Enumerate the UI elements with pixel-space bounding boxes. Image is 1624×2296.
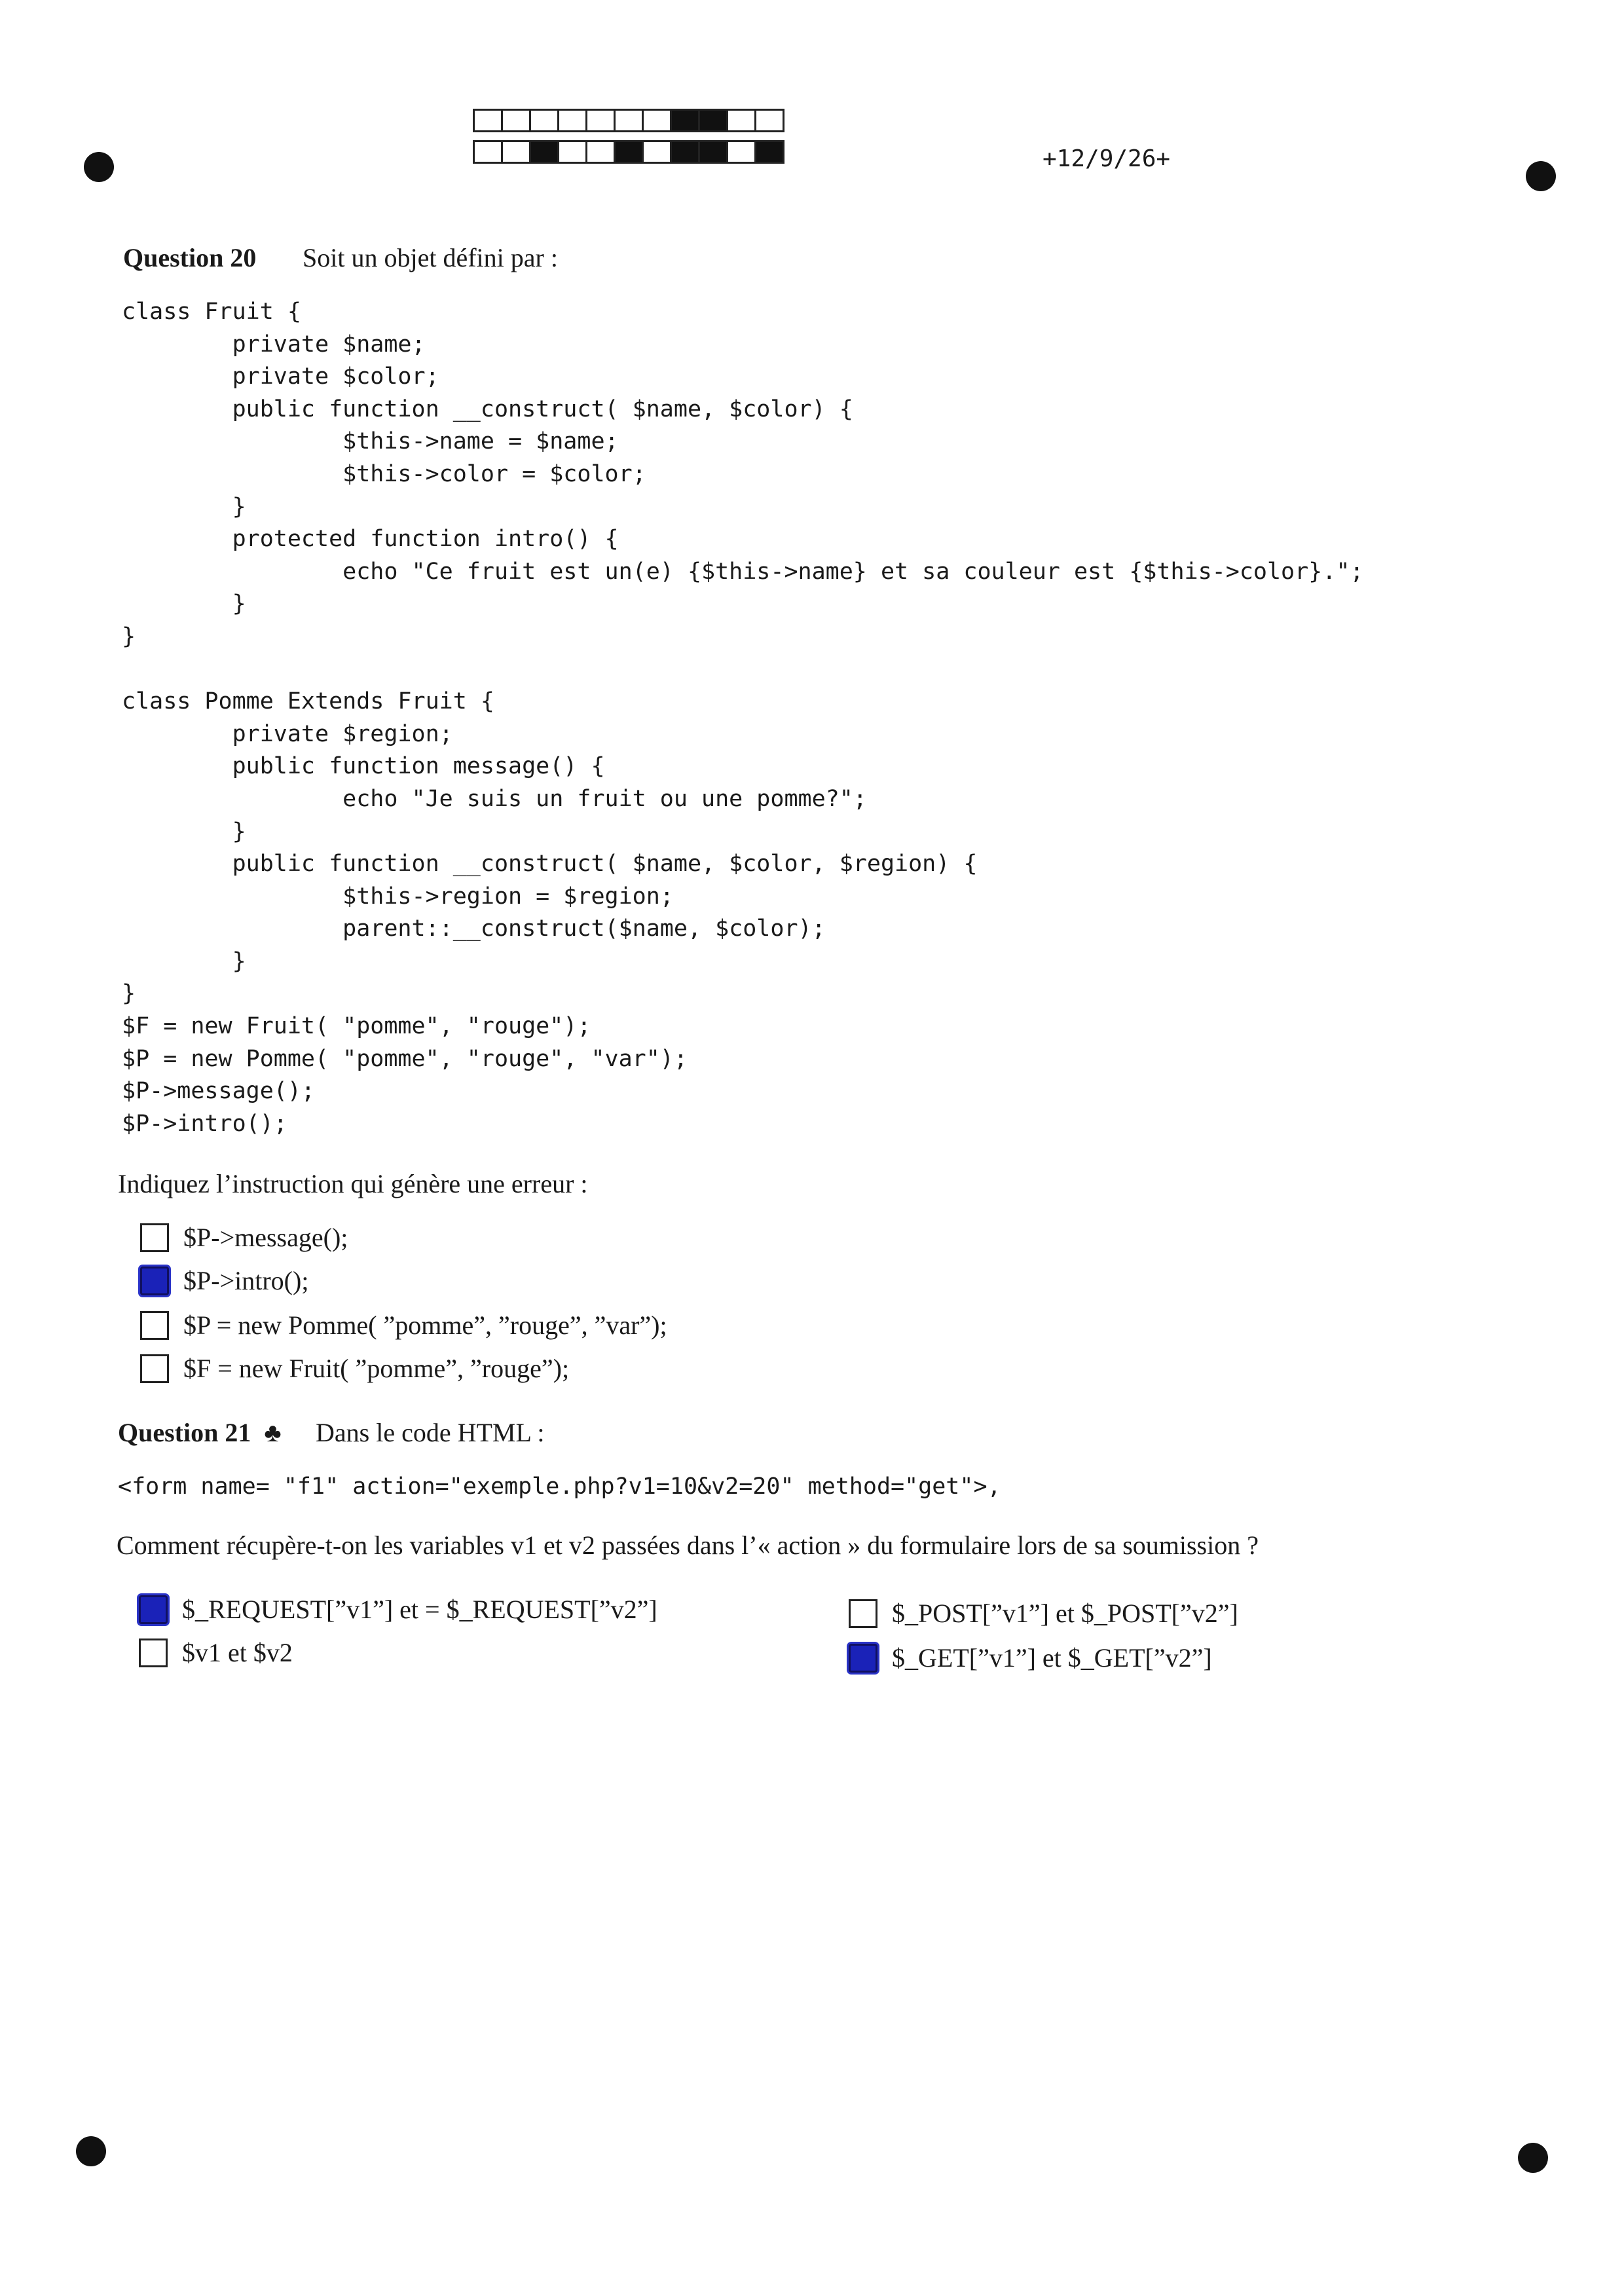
barcode-cell (642, 109, 672, 132)
q21-choice-1-label: $_REQUEST[”v1”] et = $_REQUEST[”v2”] (182, 1595, 657, 1624)
barcode-cell (698, 140, 728, 164)
barcode-cell (557, 109, 587, 132)
barcode-cell (585, 109, 616, 132)
q20-checkbox-4[interactable] (140, 1354, 169, 1383)
q21-checkbox-2[interactable] (139, 1639, 168, 1667)
q20-choice-3[interactable] (140, 1310, 667, 1341)
question-21-header (118, 1417, 545, 1448)
question-20-header (123, 242, 558, 273)
q20-choice-1-label: $P->message(); (183, 1223, 348, 1252)
barcode-cell (726, 140, 756, 164)
barcode-cell (670, 140, 700, 164)
q21-checkbox-4[interactable] (849, 1644, 877, 1673)
registration-dot-top-left (84, 152, 114, 182)
q20-choice-4-label: $F = new Fruit( ”pomme”, ”rouge”); (183, 1354, 570, 1383)
question-21-text: Dans le code HTML : (316, 1418, 545, 1447)
q21-choice-4-label: $_GET[”v1”] et $_GET[”v2”] (892, 1643, 1212, 1673)
question-21-prompt: Comment récupère-t-on les variables v1 et v2 passées dans l’« action » du formulaire lors de sa soumission ? (117, 1530, 1259, 1560)
q21-choice-3[interactable] (849, 1598, 1238, 1629)
q21-choice-2[interactable] (139, 1637, 293, 1668)
q20-choice-2-label: $P->intro(); (183, 1266, 309, 1295)
barcode-cell (529, 140, 559, 164)
barcode-cell (698, 109, 728, 132)
q20-checkbox-3[interactable] (140, 1311, 169, 1340)
question-20-text: Soit un objet défini par : (303, 243, 558, 272)
q21-checkbox-3[interactable] (849, 1599, 877, 1628)
barcode-cell (642, 140, 672, 164)
barcode-cell (501, 109, 531, 132)
barcode-cell (670, 109, 700, 132)
q20-choice-4[interactable] (140, 1353, 569, 1384)
barcode-cell (726, 109, 756, 132)
barcode-cell (754, 140, 784, 164)
question-21-label: Question 21 (118, 1418, 251, 1447)
exam-id: +12/9/26+ (1043, 145, 1171, 172)
barcode-cell (585, 140, 616, 164)
registration-dot-bottom-left (76, 2136, 106, 2166)
barcode-cell (473, 109, 503, 132)
barcode-cell (501, 140, 531, 164)
registration-dot-top-right (1526, 161, 1556, 191)
barcode-cell (529, 109, 559, 132)
question-20-prompt: Indiquez l’instruction qui génère une erreur : (118, 1169, 588, 1198)
q21-choice-2-label: $v1 et $v2 (182, 1638, 293, 1667)
question-20-code: class Fruit { private $name; private $color; public function __construct( $name, $color) { $this->name = $name; $this->color = $color; } protected function intro() { echo "Ce fruit est un(e) {$this->name} et sa couleur est {$this->color}."; } } class Pomme Extends Fruit { private $region; public function message() { echo "Je suis un fruit ou une pomme?"; } public function __construct( $name, $color, $region) { $this->region = $region; parent::__construct($name, $color); } } $F = new Fruit( "pomme", "rouge"); $P = new Pomme( "pomme", "rouge", "var"); $P->message(); $P->intro(); (122, 299, 1364, 1137)
barcode-cell (614, 109, 644, 132)
barcode-row-1 (473, 109, 783, 132)
barcode-cell (473, 140, 503, 164)
barcode-cell (754, 109, 784, 132)
q20-choice-1[interactable] (140, 1222, 348, 1253)
q21-choice-4[interactable] (849, 1642, 1212, 1673)
q20-checkbox-2[interactable] (140, 1267, 169, 1295)
q21-checkbox-1[interactable] (139, 1595, 168, 1624)
club-icon: ♣ (264, 1418, 282, 1447)
q20-checkbox-1[interactable] (140, 1223, 169, 1252)
registration-dot-bottom-right (1518, 2143, 1548, 2173)
barcode-cell (614, 140, 644, 164)
q20-choice-2[interactable] (140, 1265, 308, 1296)
barcode-row-2 (473, 140, 783, 164)
question-20-label: Question 20 (123, 243, 257, 272)
q20-choice-3-label: $P = new Pomme( ”pomme”, ”rouge”, ”var”); (183, 1310, 667, 1340)
q21-choice-1[interactable] (139, 1594, 657, 1625)
q21-choice-3-label: $_POST[”v1”] et $_POST[”v2”] (892, 1599, 1238, 1628)
question-21-code: <form name= "f1" action="exemple.php?v1=10&v2=20" method="get">, (118, 1473, 1001, 1500)
barcode-cell (557, 140, 587, 164)
